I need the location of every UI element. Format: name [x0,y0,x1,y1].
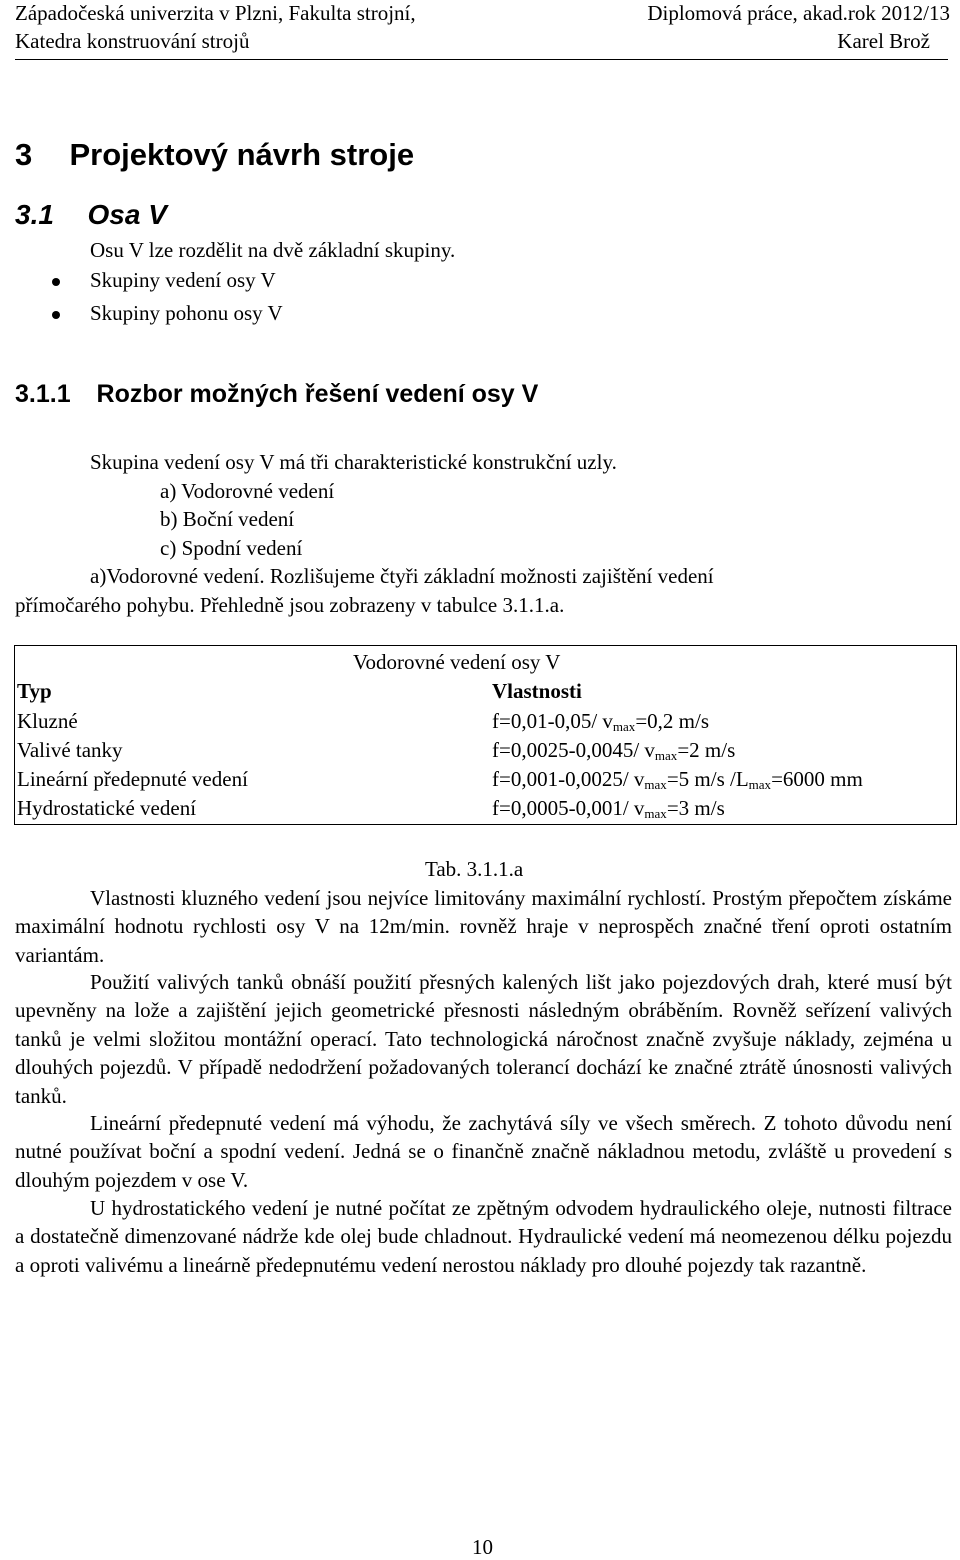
row-properties: f=0,001-0,0025/ $v_{max}=5$ m/s $/L_{max}=6000$ mm [492,767,863,792]
paragraph: Lineární předepnuté vedení má výhodu, že zachytává síly ve všech směrech. Z tohoto důvodu není nutné používat boční a spodní vedení. Jedná se o finančně značně nákladnou metodu, zvláště u provedení s dlouhým pojezdem v ose V. [15,1111,952,1192]
chapter-heading [15,137,414,173]
chapter-title: Projektový návrh stroje [69,137,415,172]
row-properties: f=0,01-0,05/ $v_{max}=0,2$ m/s [492,709,709,734]
page-number: 10 [472,1535,493,1559]
row-type: Kluzné [17,709,78,733]
section-intro: Osu V lze rozdělit na dvě základní skupiny. [90,238,456,262]
bullet-icon [52,311,60,319]
row-type: Lineární předepnuté vedení [17,767,248,791]
subsection-number: 3.1.1 [15,380,71,408]
properties-table [14,645,957,825]
list-item: a) Vodorovné vedení [160,479,335,503]
header-school: Západočeská univerzita v Plzni, Fakulta strojní, [15,1,416,25]
row-type: Hydrostatické vedení [17,796,197,820]
subsection-intro: Skupina vedení osy V má tři charakteristické konstrukční uzly. [90,450,617,474]
table-title: Vodorovné vedení osy V [353,650,561,674]
header-author: Karel Brož [837,29,930,53]
paragraph: U hydrostatického vedení je nutné počítat ze zpětným odvodem hydraulického oleje, nutnosti filtrace a dostatečně dimenzované nádrže kde olej bude chladnout. Hydraulické vedení má neomezenou délku pojezdu a oproti valivému a lineárně předepnutému vedení nerostou náklady pro dlouhé pojezdy tak razantně. [15,1196,952,1277]
bullet-icon [52,278,60,286]
header-department: Katedra konstruování strojů [15,29,250,53]
column-header-properties: Vlastnosti [492,679,582,703]
lead-line-2: přímočarého pohybu. Přehledně jsou zobrazeny v tabulce 3.1.1.a. [15,593,565,617]
section-title: Osa V [87,199,167,230]
subsection-title: Rozbor možných řešení vedení osy V [96,380,539,408]
table-caption: Tab. 3.1.1.a [425,857,524,881]
row-type: Valivé tanky [17,738,123,762]
row-properties: f=0,0005-0,001/ $v_{max}=3$ m/s [492,796,725,821]
paragraph: Vlastnosti kluzného vedení jsou nejvíce limitovány maximální rychlostí. Prostým přepočtem získáme maximální hodnotu rychlosti osy V na 12m/min. rovněž hraje v neprospěch značné tření oproti ostatním variantám. [15,886,952,967]
list-item: c) Spodní vedení [160,536,303,560]
header-rule [15,59,948,60]
subsection-heading [15,380,538,409]
paragraph: Použití valivých tanků obnáší použití přesných kalených lišt jako pojezdových drah, které musí být upevněny na lože a zajištění jejich geometrické přesnosti následným obráběním. Rovněž seřízení valivých tanků je velmi složitou montážní operací. Tato technologická náročnost značně zvyšuje náklady, zejména u dlouhých pojezdů. V případě nedodržení požadovaných tolerancí dochází ke značné ztrátě únosnosti valivých tanků. [15,970,952,1108]
column-header-type: Typ [17,679,52,703]
list-item: b) Boční vedení [160,507,295,531]
list-item: Skupiny pohonu osy V [90,301,283,325]
list-item: Skupiny vedení osy V [90,268,276,292]
row-properties: f=0,0025-0,0045/ $v_{max}=2$ m/s [492,738,736,763]
lead-line-1: a)Vodorovné vedení. Rozlišujeme čtyři základní možnosti zajištění vedení [90,564,714,588]
chapter-number: 3 [15,137,33,172]
section-heading [15,199,167,231]
header-thesis: Diplomová práce, akad.rok 2012/13 [647,1,950,25]
section-number: 3.1 [15,199,54,230]
